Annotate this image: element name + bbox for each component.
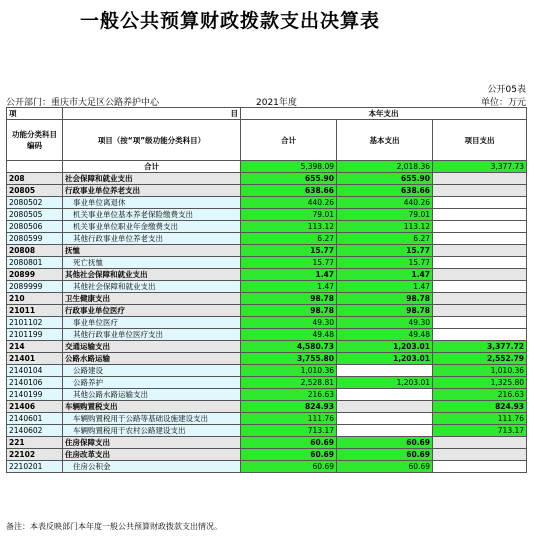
row-code: 2140104 (7, 365, 63, 377)
row-basic: 1,203.01 (337, 341, 433, 353)
total-basic: 2,018.36 (337, 161, 433, 173)
row-code: 2140106 (7, 377, 63, 389)
row-name: 事业单位医疗 (63, 317, 241, 329)
row-total: 3,755.80 (241, 353, 337, 365)
table-row (7, 377, 527, 389)
row-project: 216.63 (433, 389, 527, 401)
row-project (433, 233, 527, 245)
row-basic: 98.78 (337, 293, 433, 305)
row-name: 车辆购置税支出 (63, 401, 241, 413)
row-project: 1,010.36 (433, 365, 527, 377)
total-project: 3,377.73 (433, 161, 527, 173)
row-total: 60.69 (241, 461, 337, 473)
row-name: 行政事业单位养老支出 (63, 185, 241, 197)
header-basic: 基本支出 (337, 120, 433, 161)
header-mu: 目 (63, 108, 241, 120)
row-project (433, 269, 527, 281)
row-project (433, 449, 527, 461)
table-row (7, 425, 527, 437)
table-row (7, 341, 527, 353)
row-total: 4,580.73 (241, 341, 337, 353)
row-project (433, 221, 527, 233)
row-basic: 1,203.01 (337, 377, 433, 389)
row-code: 21401 (7, 353, 63, 365)
row-code: 2080599 (7, 233, 63, 245)
table-row (7, 413, 527, 425)
department: 公开部门：重庆市大足区公路养护中心 (6, 98, 160, 108)
table-row (7, 353, 527, 365)
row-basic: 1.47 (337, 281, 433, 293)
row-total: 1.47 (241, 281, 337, 293)
row-project (433, 185, 527, 197)
table-row (7, 197, 527, 209)
row-basic (337, 389, 433, 401)
row-total: 79.01 (241, 209, 337, 221)
row-name: 公路水路运输 (63, 353, 241, 365)
row-total: 60.69 (241, 437, 337, 449)
row-basic: 6.27 (337, 233, 433, 245)
row-basic: 655.90 (337, 173, 433, 185)
row-basic: 98.78 (337, 305, 433, 317)
total-row (7, 161, 527, 173)
row-project (433, 245, 527, 257)
row-total: 1,010.36 (241, 365, 337, 377)
row-project: 713.17 (433, 425, 527, 437)
row-name: 抚恤 (63, 245, 241, 257)
row-basic (337, 365, 433, 377)
row-project (433, 293, 527, 305)
row-total: 49.48 (241, 329, 337, 341)
table-row (7, 281, 527, 293)
header-row-1 (7, 108, 527, 120)
row-project (433, 281, 527, 293)
total-label: 合计 (63, 161, 241, 173)
table-row (7, 389, 527, 401)
row-name: 机关事业单位基本养老保险缴费支出 (63, 209, 241, 221)
row-project: 1,325.80 (433, 377, 527, 389)
row-basic: 49.30 (337, 317, 433, 329)
row-code: 20808 (7, 245, 63, 257)
row-basic: 49.48 (337, 329, 433, 341)
row-basic: 638.66 (337, 185, 433, 197)
row-total: 1.47 (241, 269, 337, 281)
row-code: 214 (7, 341, 63, 353)
currency-unit: 单位：万元 (480, 98, 526, 108)
table-row (7, 365, 527, 377)
row-project: 2,552.79 (433, 353, 527, 365)
row-total: 2,528.81 (241, 377, 337, 389)
header-xiang: 项 (7, 108, 63, 120)
row-name: 卫生健康支出 (63, 293, 241, 305)
row-total: 60.69 (241, 449, 337, 461)
row-total: 111.76 (241, 413, 337, 425)
row-code: 2101102 (7, 317, 63, 329)
row-project (433, 329, 527, 341)
table-row (7, 293, 527, 305)
row-basic: 1.47 (337, 269, 433, 281)
table-row (7, 401, 527, 413)
row-basic: 79.01 (337, 209, 433, 221)
row-total: 216.63 (241, 389, 337, 401)
row-code: 2080506 (7, 221, 63, 233)
report-meta (6, 95, 526, 107)
row-code: 210 (7, 293, 63, 305)
row-project (433, 305, 527, 317)
row-name: 死亡抚恤 (63, 257, 241, 269)
row-code: 2210201 (7, 461, 63, 473)
row-name: 其他行政事业单位医疗支出 (63, 329, 241, 341)
row-basic: 1,203.01 (337, 353, 433, 365)
row-basic: 60.69 (337, 449, 433, 461)
row-basic (337, 401, 433, 413)
row-total: 98.78 (241, 293, 337, 305)
row-total: 713.17 (241, 425, 337, 437)
row-code: 2140199 (7, 389, 63, 401)
row-code: 22102 (7, 449, 63, 461)
row-project (433, 317, 527, 329)
table-row (7, 437, 527, 449)
row-basic: 440.26 (337, 197, 433, 209)
row-total: 15.77 (241, 245, 337, 257)
total-amount: 5,398.09 (241, 161, 337, 173)
table-row (7, 221, 527, 233)
header-row-2 (7, 120, 527, 161)
header-this-year: 本年支出 (241, 108, 527, 120)
row-total: 113.12 (241, 221, 337, 233)
footnote: 备注：本表反映部门本年度一般公共预算财政拨款支出情况。 (6, 522, 222, 531)
row-basic (337, 413, 433, 425)
row-code: 221 (7, 437, 63, 449)
row-code: 20899 (7, 269, 63, 281)
row-project: 111.76 (433, 413, 527, 425)
row-total: 6.27 (241, 233, 337, 245)
table-row (7, 461, 527, 473)
row-basic: 60.69 (337, 437, 433, 449)
row-project (433, 257, 527, 269)
table-row (7, 317, 527, 329)
table-row (7, 329, 527, 341)
row-code: 2140601 (7, 413, 63, 425)
header-code: 功能分类科目编码 (7, 120, 63, 161)
row-name: 行政事业单位医疗 (63, 305, 241, 317)
row-project (433, 173, 527, 185)
row-total: 98.78 (241, 305, 337, 317)
row-name: 公路养护 (63, 377, 241, 389)
row-project (433, 197, 527, 209)
row-project (433, 461, 527, 473)
row-name: 住房改革支出 (63, 449, 241, 461)
row-name: 机关事业单位职业年金缴费支出 (63, 221, 241, 233)
header-name: 项目（按“项”级功能分类科目） (63, 120, 241, 161)
row-code: 20805 (7, 185, 63, 197)
row-name: 其他行政事业单位养老支出 (63, 233, 241, 245)
row-total: 15.77 (241, 257, 337, 269)
row-name: 车辆购置税用于公路等基础设施建设支出 (63, 413, 241, 425)
row-project: 3,377.72 (433, 341, 527, 353)
row-name: 交通运输支出 (63, 341, 241, 353)
form-number: 公开05表 (487, 85, 526, 95)
table-row (7, 185, 527, 197)
row-name: 住房保障支出 (63, 437, 241, 449)
row-project (433, 437, 527, 449)
header-total: 合计 (241, 120, 337, 161)
table-row (7, 173, 527, 185)
row-basic: 113.12 (337, 221, 433, 233)
row-total: 440.26 (241, 197, 337, 209)
row-project: 824.93 (433, 401, 527, 413)
row-project (433, 209, 527, 221)
row-name: 其他社会保障和就业支出 (63, 269, 241, 281)
table-row (7, 305, 527, 317)
table-row (7, 209, 527, 221)
table-row (7, 449, 527, 461)
fiscal-year: 2021年度 (256, 98, 297, 108)
row-name: 公路建设 (63, 365, 241, 377)
header-project: 项目支出 (433, 120, 527, 161)
row-code: 21011 (7, 305, 63, 317)
row-code: 2080801 (7, 257, 63, 269)
row-code: 2080505 (7, 209, 63, 221)
table-row (7, 245, 527, 257)
report-title: 一般公共预算财政拨款支出决算表 (79, 10, 380, 32)
row-basic: 60.69 (337, 461, 433, 473)
table-row (7, 233, 527, 245)
row-total: 655.90 (241, 173, 337, 185)
row-name: 住房公积金 (63, 461, 241, 473)
row-name: 社会保障和就业支出 (63, 173, 241, 185)
row-code: 2101199 (7, 329, 63, 341)
row-code: 2089999 (7, 281, 63, 293)
row-code: 208 (7, 173, 63, 185)
row-basic: 15.77 (337, 245, 433, 257)
table-row (7, 257, 527, 269)
row-total: 638.66 (241, 185, 337, 197)
row-name: 其他公路水路运输支出 (63, 389, 241, 401)
row-code: 21406 (7, 401, 63, 413)
row-name: 车辆购置税用于农村公路建设支出 (63, 425, 241, 437)
row-basic: 15.77 (337, 257, 433, 269)
row-code: 2080502 (7, 197, 63, 209)
row-name: 其他社会保障和就业支出 (63, 281, 241, 293)
table-row (7, 269, 527, 281)
row-total: 49.30 (241, 317, 337, 329)
row-name: 事业单位离退休 (63, 197, 241, 209)
row-code: 2140602 (7, 425, 63, 437)
row-total: 824.93 (241, 401, 337, 413)
expenditure-table (6, 107, 527, 473)
row-basic (337, 425, 433, 437)
